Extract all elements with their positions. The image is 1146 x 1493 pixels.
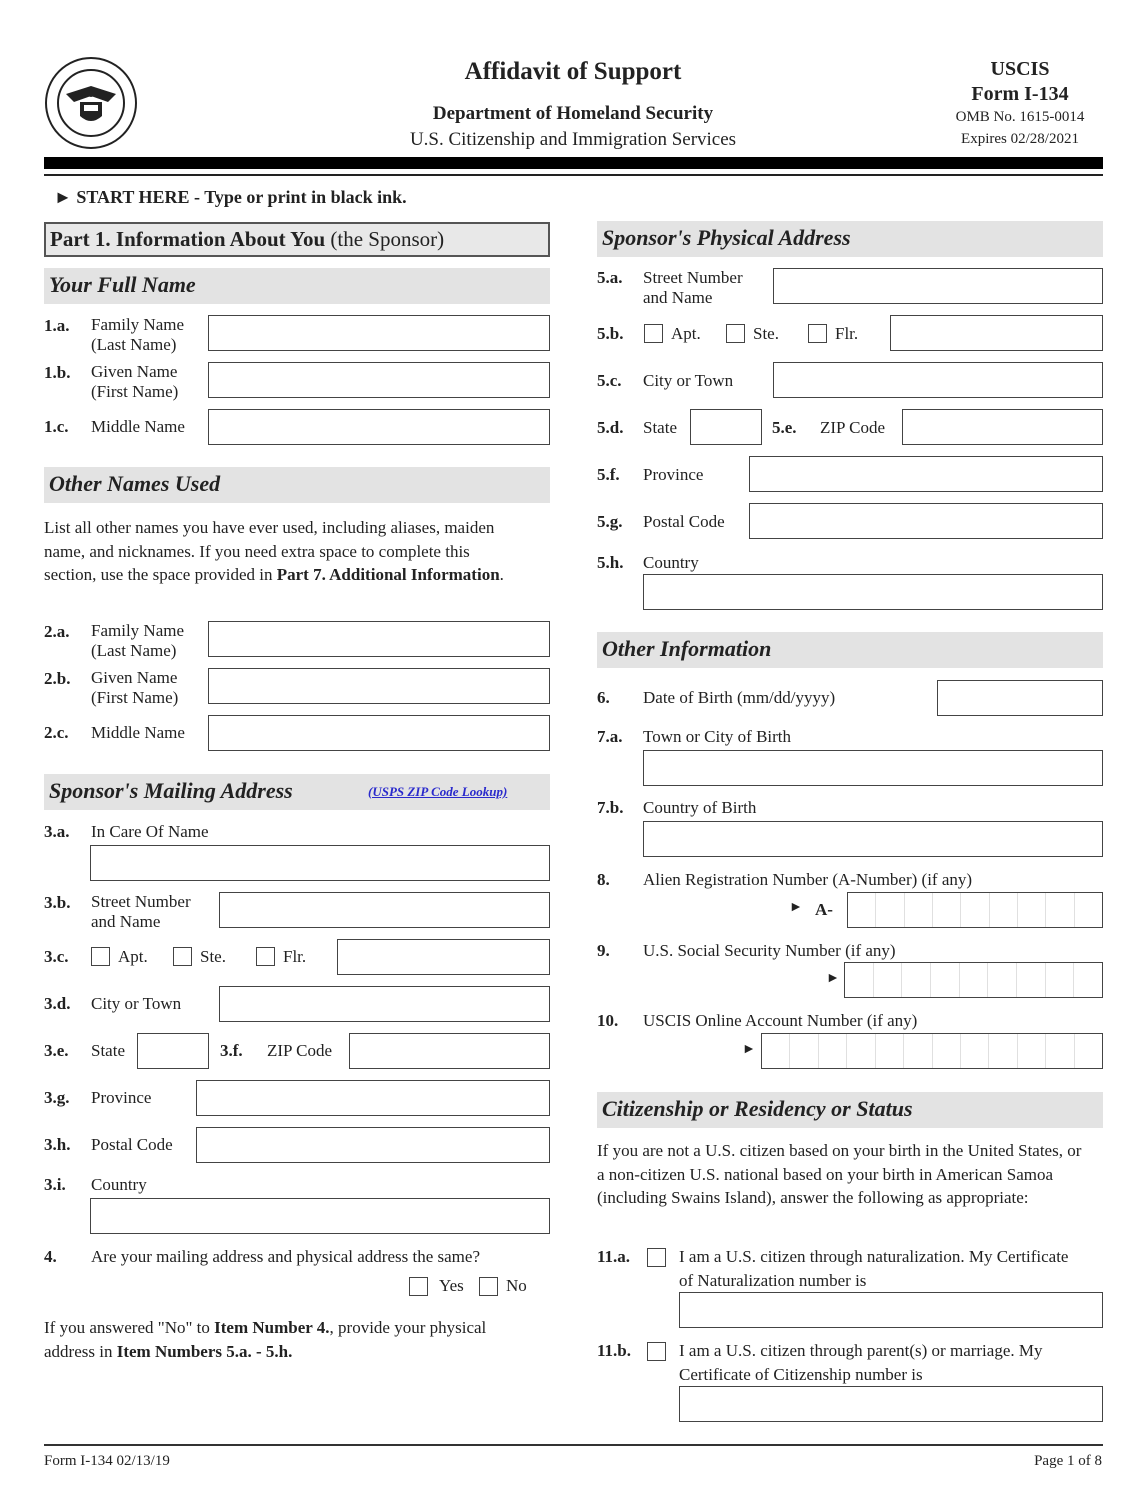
- online-account-input[interactable]: [761, 1033, 1103, 1069]
- mailing-postal-code-input[interactable]: [196, 1127, 550, 1163]
- header-divider-thin: [44, 174, 1103, 176]
- other-middle-name-label: Middle Name: [91, 723, 185, 742]
- item-number: 5.b.: [597, 324, 624, 343]
- citizenship-instructions: If you are not a U.S. citizen based on your birth in the United States, or a non-citizen U.S. national based on your birth in American Samoa (including Swains Island), answer the following as appropriate:: [597, 1141, 1082, 1207]
- mailing-country-input[interactable]: [90, 1198, 550, 1234]
- expiration-date: Expires 02/28/2021: [961, 131, 1079, 147]
- given-name-input[interactable]: [208, 362, 550, 398]
- online-account-label: USCIS Online Account Number (if any): [643, 1011, 918, 1030]
- item-number: 2.b.: [44, 669, 71, 688]
- item-number: 1.a.: [44, 316, 70, 335]
- item-number: 5.f.: [597, 465, 620, 484]
- other-given-name-input[interactable]: [208, 668, 550, 704]
- apt-label: Apt.: [671, 324, 701, 343]
- item-number: 5.a.: [597, 268, 623, 287]
- flr-label: Flr.: [283, 947, 307, 966]
- item-number: 2.a.: [44, 622, 70, 641]
- physical-city-input[interactable]: [773, 362, 1103, 398]
- page-number: Page 1 of 8: [1034, 1453, 1102, 1469]
- ssn-label: U.S. Social Security Number (if any): [643, 941, 896, 960]
- item-number: 11.b.: [597, 1341, 632, 1360]
- physical-country-input[interactable]: [643, 574, 1103, 610]
- mailing-zip-input[interactable]: [349, 1033, 550, 1069]
- item-number: 6.: [597, 688, 610, 707]
- part1-title: Part 1. Information About You: [50, 227, 326, 251]
- same-address-no-checkbox[interactable]: [479, 1277, 498, 1296]
- item-number: 8.: [597, 870, 610, 889]
- citizenship-number-input[interactable]: [679, 1386, 1103, 1422]
- item-number: 3.b.: [44, 893, 71, 912]
- physical-country-label: Country: [643, 553, 699, 572]
- citizenship-parent-checkbox[interactable]: [647, 1342, 666, 1361]
- item-number: 7.a.: [597, 727, 623, 746]
- mailing-country-label: Country: [91, 1175, 147, 1194]
- arrow-right-icon: ►: [742, 1042, 756, 1057]
- flr-label: Flr.: [835, 324, 859, 343]
- date-of-birth-label: Date of Birth (mm/dd/yyyy): [643, 688, 836, 707]
- physical-postal-code-input[interactable]: [749, 503, 1103, 539]
- physical-city-label: City or Town: [643, 371, 734, 390]
- mailing-unit-number-input[interactable]: [337, 939, 550, 975]
- item-number: 5.h.: [597, 553, 624, 572]
- physical-street-label: Street Number and Name: [643, 268, 743, 307]
- section-mailing-address: Sponsor's Mailing Address: [44, 774, 550, 810]
- physical-unit-number-input[interactable]: [890, 315, 1103, 351]
- family-name-input[interactable]: [208, 315, 550, 351]
- mailing-apt-checkbox[interactable]: [91, 947, 110, 966]
- form-edition: Form I-134 02/13/19: [44, 1453, 170, 1469]
- mailing-street-label: Street Number and Name: [91, 892, 191, 931]
- form-number: Form I-134: [971, 83, 1069, 105]
- date-of-birth-input[interactable]: [937, 680, 1103, 716]
- item-number: 10.: [597, 1011, 619, 1030]
- in-care-of-input[interactable]: [90, 845, 550, 881]
- country-of-birth-label: Country of Birth: [643, 798, 757, 817]
- agency-name: U.S. Citizenship and Immigration Services: [409, 129, 737, 150]
- physical-state-label: State: [643, 418, 677, 437]
- mailing-province-label: Province: [91, 1088, 152, 1107]
- form-title: Affidavit of Support: [464, 58, 682, 85]
- ssn-input[interactable]: [844, 962, 1103, 998]
- item-number: 7.b.: [597, 798, 624, 817]
- physical-address-note: If you answered "No" to Item Number 4., provide your physical address in Item Numbers 5.a. - 5.h.: [44, 1318, 487, 1361]
- other-given-name-label: Given Name (First Name): [91, 668, 179, 707]
- citizenship-parent-label: I am a U.S. citizen through parent(s) or marriage. My Certificate of Citizenship number is: [679, 1341, 1043, 1384]
- physical-street-input[interactable]: [773, 268, 1103, 304]
- item-number: 3.f.: [220, 1041, 243, 1060]
- part1-header: [44, 222, 550, 257]
- physical-apt-checkbox[interactable]: [644, 324, 663, 343]
- physical-zip-label: ZIP Code: [820, 418, 886, 437]
- uscis-label: USCIS: [990, 58, 1050, 80]
- usps-zip-lookup-link[interactable]: (USPS ZIP Code Lookup): [368, 784, 508, 799]
- item-number: 3.a.: [44, 822, 70, 841]
- item-number: 5.c.: [597, 371, 622, 390]
- other-family-name-input[interactable]: [208, 621, 550, 657]
- mailing-city-label: City or Town: [91, 994, 182, 1013]
- a-number-prefix: A-: [815, 900, 833, 919]
- in-care-of-label: In Care Of Name: [91, 822, 209, 841]
- mailing-province-input[interactable]: [196, 1080, 550, 1116]
- mailing-ste-checkbox[interactable]: [173, 947, 192, 966]
- physical-province-label: Province: [643, 465, 704, 484]
- section-citizenship-status: Citizenship or Residency or Status: [597, 1092, 1103, 1128]
- family-name-label: Family Name (Last Name): [91, 315, 185, 354]
- item-number: 3.h.: [44, 1135, 71, 1154]
- footer-divider: [44, 1444, 1103, 1446]
- other-middle-name-input[interactable]: [208, 715, 550, 751]
- item-number: 11.a.: [597, 1247, 631, 1266]
- arrow-right-icon: ►: [826, 971, 840, 986]
- ste-label: Ste.: [753, 324, 779, 343]
- same-address-yes-checkbox[interactable]: [409, 1277, 428, 1296]
- a-number-label: Alien Registration Number (A-Number) (if any): [643, 870, 973, 889]
- item-number: 3.d.: [44, 994, 71, 1013]
- a-number-input[interactable]: [847, 892, 1103, 928]
- header-divider-thick: [44, 157, 1103, 169]
- mailing-state-input[interactable]: [137, 1033, 209, 1069]
- country-of-birth-input[interactable]: [643, 821, 1103, 857]
- item-number: 4.: [44, 1247, 57, 1266]
- mailing-street-input[interactable]: [219, 892, 550, 928]
- mailing-city-input[interactable]: [219, 986, 550, 1022]
- no-label: No: [506, 1276, 527, 1295]
- ste-label: Ste.: [200, 947, 226, 966]
- physical-state-input[interactable]: [690, 409, 762, 445]
- same-address-question: Are your mailing address and physical address the same?: [91, 1247, 480, 1266]
- item-number: 9.: [597, 941, 610, 960]
- item-number: 5.d.: [597, 418, 624, 437]
- physical-flr-checkbox[interactable]: [808, 324, 827, 343]
- item-number: 3.c.: [44, 947, 69, 966]
- section-your-full-name: Your Full Name: [44, 268, 550, 304]
- physical-ste-checkbox[interactable]: [726, 324, 745, 343]
- apt-label: Apt.: [118, 947, 148, 966]
- given-name-label: Given Name (First Name): [91, 362, 179, 401]
- item-number: 3.i.: [44, 1175, 66, 1194]
- section-other-information: Other Information: [597, 632, 1103, 668]
- other-family-name-label: Family Name (Last Name): [91, 621, 185, 660]
- city-of-birth-input[interactable]: [643, 750, 1103, 786]
- item-number: 1.b.: [44, 363, 71, 382]
- item-number: 1.c.: [44, 417, 69, 436]
- item-number: 3.e.: [44, 1041, 69, 1060]
- start-here-instruction: ► START HERE - Type or print in black ink.: [54, 187, 407, 207]
- omb-number: OMB No. 1615-0014: [955, 109, 1085, 125]
- city-of-birth-label: Town or City of Birth: [643, 727, 792, 746]
- physical-province-input[interactable]: [749, 456, 1103, 492]
- section-physical-address: Sponsor's Physical Address: [597, 221, 1103, 257]
- item-number: 3.g.: [44, 1088, 70, 1107]
- part1-subtitle: (the Sponsor): [325, 227, 445, 251]
- middle-name-label: Middle Name: [91, 417, 185, 436]
- item-number: 5.e.: [772, 418, 797, 437]
- department-name: Department of Homeland Security: [432, 103, 714, 124]
- item-number: 2.c.: [44, 723, 69, 742]
- middle-name-input[interactable]: [208, 409, 550, 445]
- physical-zip-input[interactable]: [902, 409, 1103, 445]
- naturalization-number-input[interactable]: [679, 1292, 1103, 1328]
- other-names-instructions: List all other names you have ever used, including aliases, maiden name, and nicknames. If you need extra space to complete this section, use the space provided in Part 7. Additional Information.: [44, 518, 504, 584]
- yes-label: Yes: [439, 1276, 464, 1295]
- mailing-zip-label: ZIP Code: [267, 1041, 333, 1060]
- mailing-postal-code-label: Postal Code: [91, 1135, 173, 1154]
- mailing-state-label: State: [91, 1041, 125, 1060]
- mailing-flr-checkbox[interactable]: [256, 947, 275, 966]
- physical-postal-code-label: Postal Code: [643, 512, 725, 531]
- arrow-right-icon: ►: [789, 900, 803, 915]
- section-other-names-used: Other Names Used: [44, 467, 550, 503]
- naturalization-label: I am a U.S. citizen through naturalization. My Certificate of Naturalization number is: [679, 1247, 1069, 1290]
- naturalization-checkbox[interactable]: [647, 1248, 666, 1267]
- item-number: 5.g.: [597, 512, 623, 531]
